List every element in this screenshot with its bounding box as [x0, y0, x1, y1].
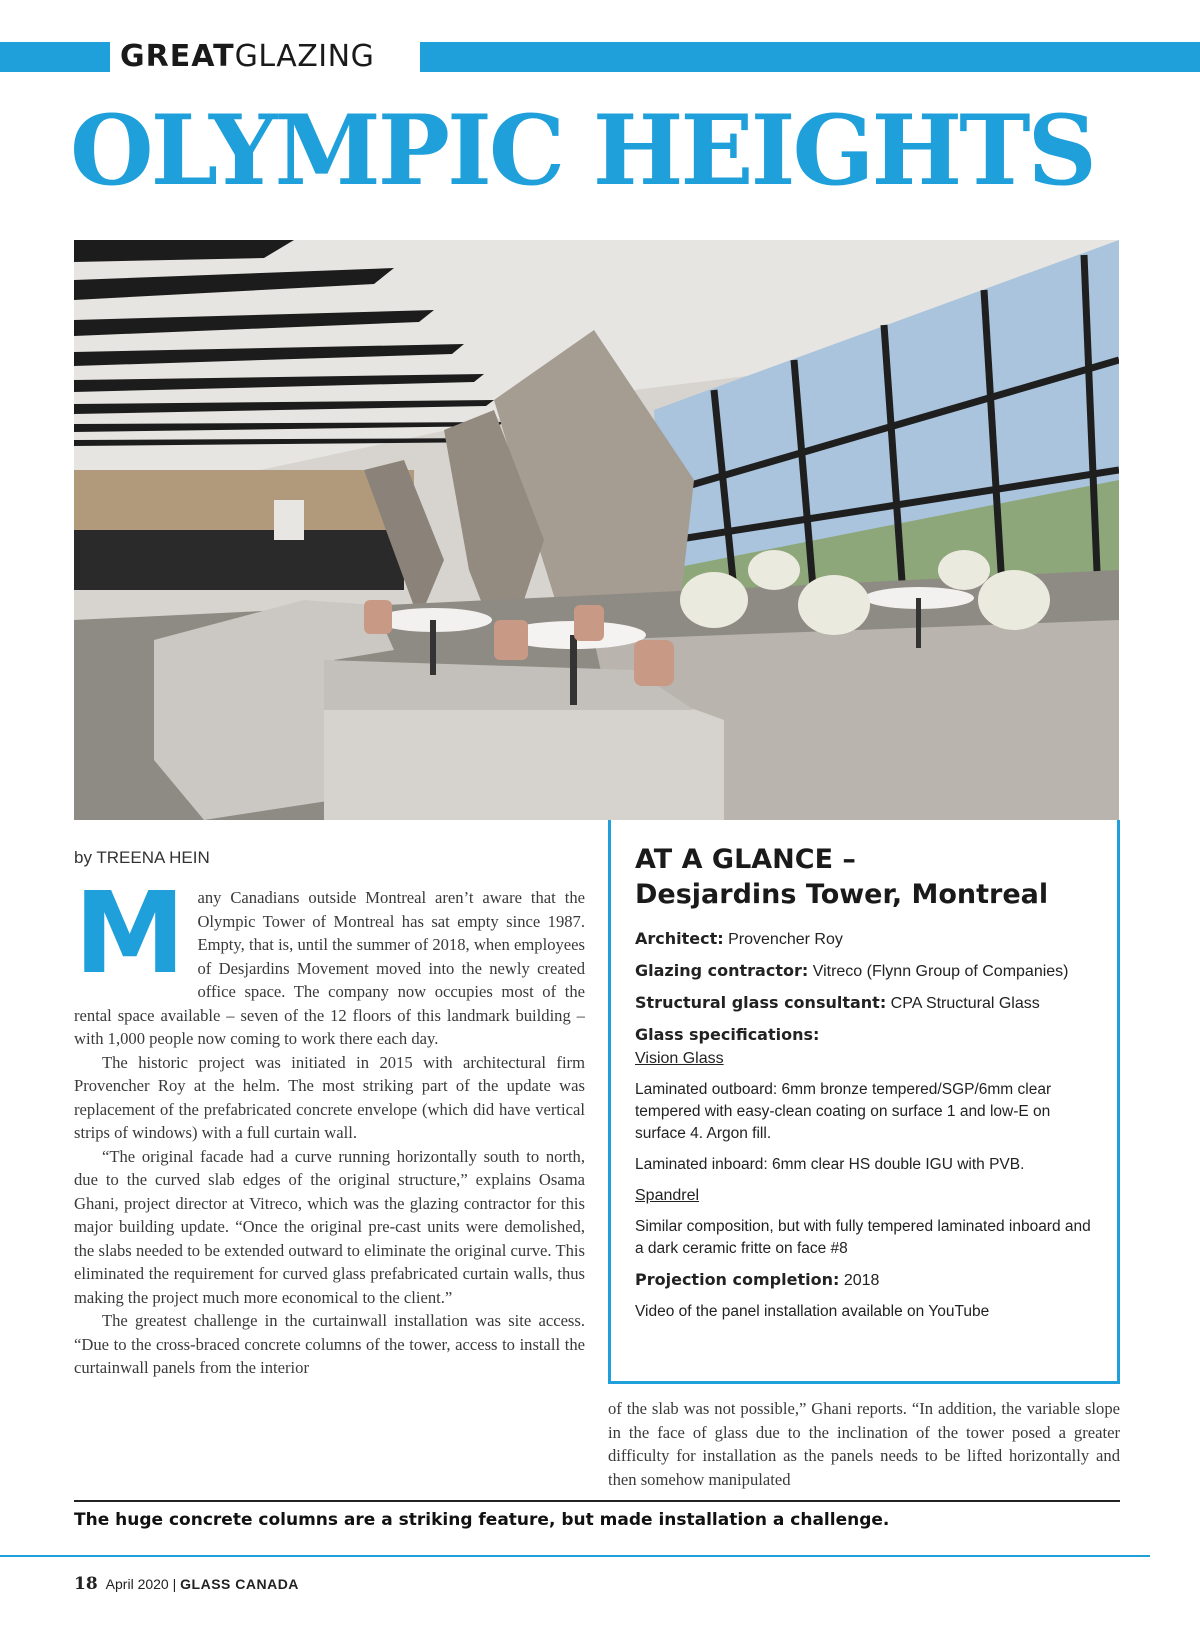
- article-paragraph-4: The greatest challenge in the curtainwall installation was site access. “Due to the cross-braced concrete columns of the tower, access to install the curtainwall panels from the interior: [74, 1311, 585, 1377]
- spandrel-spec: Similar composition, but with fully tempered laminated inboard and a dark ceramic fritte on face #8: [635, 1218, 1091, 1257]
- spandrel-label: Spandrel: [635, 1187, 700, 1204]
- banner-bar-right: [420, 42, 1200, 72]
- video-note: Video of the panel installation available on YouTube: [635, 1303, 990, 1320]
- footer-rule: [0, 1555, 1150, 1557]
- byline: by TREENA HEIN: [74, 848, 210, 867]
- article-paragraph-1-text: any Canadians outside Montreal aren’t aware that the Olympic Tower of Montreal has sat empty since 1987. Empty, that is, until the summer of 2018, when employees of Desjardins Movement moved into the newly created office space. The company now occupies most of the rental space available – seven of the 12 floors of this landmark building – with 1,000 people now coming to work there each day.: [74, 888, 585, 1048]
- sidebar-completion: [635, 1269, 1095, 1292]
- article-paragraph-3: “The original facade had a curve running horizontally south to north, due to the curved slab edges of the original structure,” explains Osama Ghani, project director at Vitreco, which was the glazing contractor for this major building update. “Once the original pre-cast units were demolished, the slabs needed to be extended outward to eliminate the original curve. This eliminated the requirement for curved glass prefabricated curtain walls, thus making the project much more economical to the client.”: [74, 1146, 585, 1307]
- architect-value: Provencher Roy: [723, 931, 843, 948]
- drop-cap: M: [74, 886, 186, 999]
- page-footer: [74, 1574, 299, 1594]
- photo-caption: The huge concrete columns are a striking feature, but made installation a challenge.: [74, 1510, 890, 1530]
- section-label: [120, 39, 374, 75]
- sidebar-architect: [635, 928, 1095, 951]
- banner-bar-left: [0, 42, 110, 72]
- sidebar-glazing-contractor: [635, 960, 1095, 983]
- article-column-right: [608, 1397, 1120, 1493]
- glazing-value: Vitreco (Flynn Group of Companies): [808, 963, 1069, 980]
- article-paragraph-1: [74, 886, 585, 1051]
- sidebar-title: [635, 842, 1095, 912]
- structural-value: CPA Structural Glass: [886, 995, 1040, 1012]
- glazing-key: Glazing contractor:: [635, 961, 809, 980]
- sidebar-title-line-2: Desjardins Tower, Montreal: [635, 879, 1049, 910]
- specs-key: Glass specifications:: [635, 1025, 820, 1044]
- interior-photo-illustration: [74, 240, 1119, 820]
- article-paragraph-5: of the slab was not possible,” Ghani reports. “In addition, the variable slope in the face of glass due to the inclination of the tower posed a greater difficulty for installation as the panels needs to be lifted horizontally and then somehow manipulated: [608, 1399, 1120, 1489]
- headline: OLYMPIC HEIGHTS: [70, 94, 1094, 207]
- completion-value: 2018: [839, 1272, 880, 1289]
- vision-glass-label: Vision Glass: [635, 1050, 724, 1067]
- completion-key: Projection completion:: [635, 1270, 840, 1289]
- sidebar-title-line-1: AT A GLANCE –: [635, 844, 856, 875]
- sidebar-structural-consultant: [635, 992, 1095, 1015]
- magazine-name: GLASS CANADA: [180, 1576, 299, 1592]
- sidebar-glass-specs: [635, 1024, 1095, 1047]
- caption-rule: [74, 1500, 1120, 1502]
- article-column-left: [74, 886, 585, 1491]
- article-paragraph-2: The historic project was initiated in 2015 with architectural firm Provencher Roy at the helm. The most striking part of the update was replacement of the prefabricated concrete envelope (which did have vertical strips of windows) with a full curtain wall.: [74, 1052, 585, 1142]
- page-number: 18: [74, 1574, 98, 1594]
- interior-photo: [74, 240, 1119, 820]
- inboard-spec: Laminated inboard: 6mm clear HS double IGU with PVB.: [635, 1156, 1025, 1173]
- outboard-spec: Laminated outboard: 6mm bronze tempered/SGP/6mm clear tempered with easy-clean coating on surface 1 and low-E on surface 4. Argon fill.: [635, 1081, 1052, 1142]
- section-label-light: GLAZING: [234, 39, 375, 74]
- issue-date: April 2020 |: [105, 1576, 181, 1592]
- section-banner: [0, 39, 1200, 74]
- architect-key: Architect:: [635, 929, 724, 948]
- structural-key: Structural glass consultant:: [635, 993, 887, 1012]
- at-a-glance-sidebar: [608, 820, 1120, 1384]
- section-label-bold: GREAT: [120, 39, 235, 74]
